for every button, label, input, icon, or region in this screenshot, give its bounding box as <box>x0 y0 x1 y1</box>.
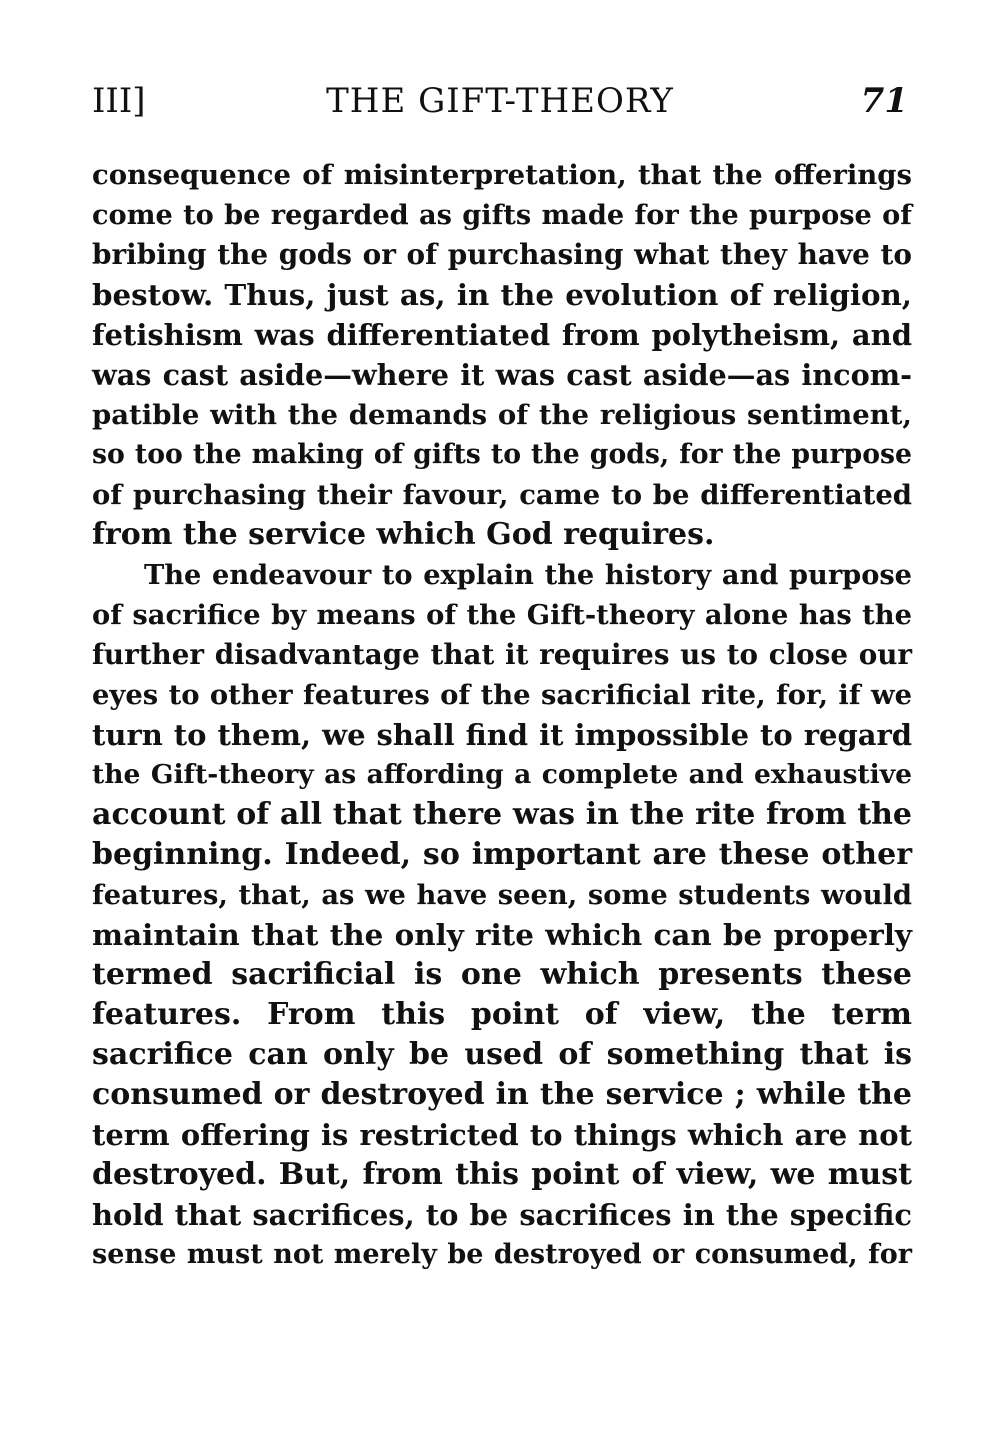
text-line: termed sacrificial is one which presents these <box>92 957 912 992</box>
text-line: patible with the demands of the religious sentiment, <box>92 399 912 431</box>
text-line: features. From this point of view, the term <box>92 997 912 1032</box>
text-line: further disadvantage that it requires us to close our <box>92 638 912 671</box>
text-line: the Gift-theory as affording a complete and exhaustive <box>92 759 912 790</box>
text-line: fetishism was differentiated from polytheism, and <box>92 318 912 352</box>
body-text <box>92 155 912 1275</box>
text-line: turn to them, we shall find it impossible to regard <box>92 718 912 752</box>
page-number: 71 <box>860 81 908 121</box>
text-line: sacrifice can only be used of something that is <box>92 1037 912 1072</box>
text-line: destroyed. But, from this point of view, we must <box>92 1157 912 1192</box>
text-line: so too the making of gifts to the gods, for the purpose <box>92 439 912 470</box>
paragraph <box>92 155 912 555</box>
chapter-mark: III] <box>92 81 146 121</box>
text-line: term offering is restricted to things which are not <box>92 1118 912 1152</box>
text-line: hold that sacrifices, to be sacrifices in the specific <box>92 1198 912 1232</box>
text-line: come to be regarded as gifts made for the purpose of <box>92 199 912 231</box>
running-title: THE GIFT-THEORY <box>326 81 674 121</box>
text-line: bestow. Thus, just as, in the evolution of religion, <box>92 277 912 312</box>
text-line: maintain that the only rite which can be properly <box>92 917 912 952</box>
text-line: bribing the gods or of purchasing what they have to <box>92 238 912 271</box>
running-head <box>92 78 908 124</box>
text-line: sense must not merely be destroyed or consumed, for <box>92 1239 912 1270</box>
text-line: beginning. Indeed, so important are these other <box>92 837 912 872</box>
text-line: The endeavour to explain the history and purpose <box>144 559 912 591</box>
text-line: account of all that there was in the rite from the <box>92 797 912 832</box>
text-line: consequence of misinterpretation, that the offerings <box>92 159 912 191</box>
text-line: features, that, as we have seen, some students would <box>92 879 912 911</box>
text-line: eyes to other features of the sacrificial rite, for, if we <box>92 679 912 711</box>
text-line: consumed or destroyed in the service ; while the <box>92 1077 912 1112</box>
text-line: of purchasing their favour, came to be differentiated <box>92 479 912 511</box>
text-line: from the service which God requires. <box>92 517 715 552</box>
paragraph <box>92 555 912 1275</box>
text-line: was cast aside—where it was cast aside—as incom- <box>92 358 912 392</box>
text-line: of sacrifice by means of the Gift-theory alone has the <box>92 599 912 631</box>
